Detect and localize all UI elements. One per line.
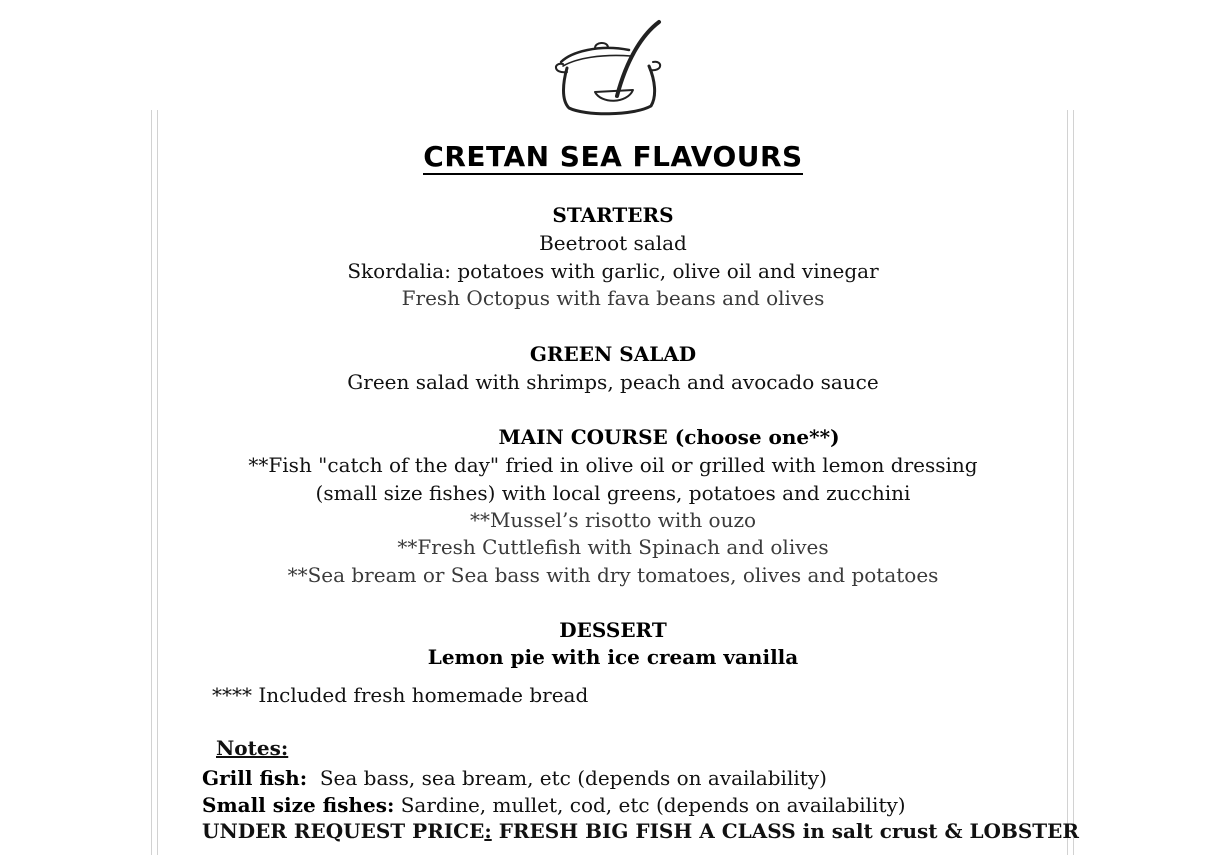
green-salad-item: Green salad with shrimps, peach and avocado sauce <box>347 370 879 394</box>
note-request-label: UNDER REQUEST PRICE <box>202 819 485 843</box>
main-course-heading: MAIN COURSE (choose one**) <box>498 425 840 449</box>
note-grill-fish <box>202 766 827 790</box>
notes-heading: Notes: <box>216 736 289 760</box>
main-course-item: **Sea bream or Sea bass with dry tomatoes, olives and potatoes <box>287 563 939 587</box>
starters-item: Skordalia: potatoes with garlic, olive oil and vinegar <box>347 259 879 283</box>
page-title <box>0 140 1226 173</box>
dessert-heading: DESSERT <box>559 618 667 642</box>
bread-note: **** Included fresh homemade bread <box>212 683 589 707</box>
main-course-item: **Fish "catch of the day" fried in olive oil or grilled with lemon dressing <box>248 453 978 477</box>
green-salad-heading: GREEN SALAD <box>529 342 697 366</box>
note-grill-text: Sea bass, sea bream, etc (depends on availability) <box>319 766 827 790</box>
note-grill-label: Grill fish: <box>202 766 308 790</box>
note-small-text: Sardine, mullet, cod, etc (depends on availability) <box>400 793 906 817</box>
starters-item: Fresh Octopus with fava beans and olives <box>401 286 825 310</box>
dessert-item: Lemon pie with ice cream vanilla <box>427 645 799 669</box>
starters-item: Beetroot salad <box>539 231 687 255</box>
page-title-text: CRETAN SEA FLAVOURS <box>423 140 803 173</box>
note-request-text: FRESH BIG FISH A CLASS in salt crust & LOBSTER <box>491 819 1080 843</box>
cooking-pot-icon <box>551 18 663 116</box>
main-course-item: **Fresh Cuttlefish with Spinach and olives <box>397 535 829 559</box>
note-small-fishes <box>202 793 906 817</box>
starters-heading: STARTERS <box>552 203 674 227</box>
note-request-colon: : <box>484 819 492 843</box>
main-course-item: **Mussel’s risotto with ouzo <box>469 508 757 532</box>
note-small-label: Small size fishes: <box>202 793 395 817</box>
note-under-request <box>202 819 1079 843</box>
main-course-item: (small size fishes) with local greens, potatoes and zucchini <box>315 481 911 505</box>
